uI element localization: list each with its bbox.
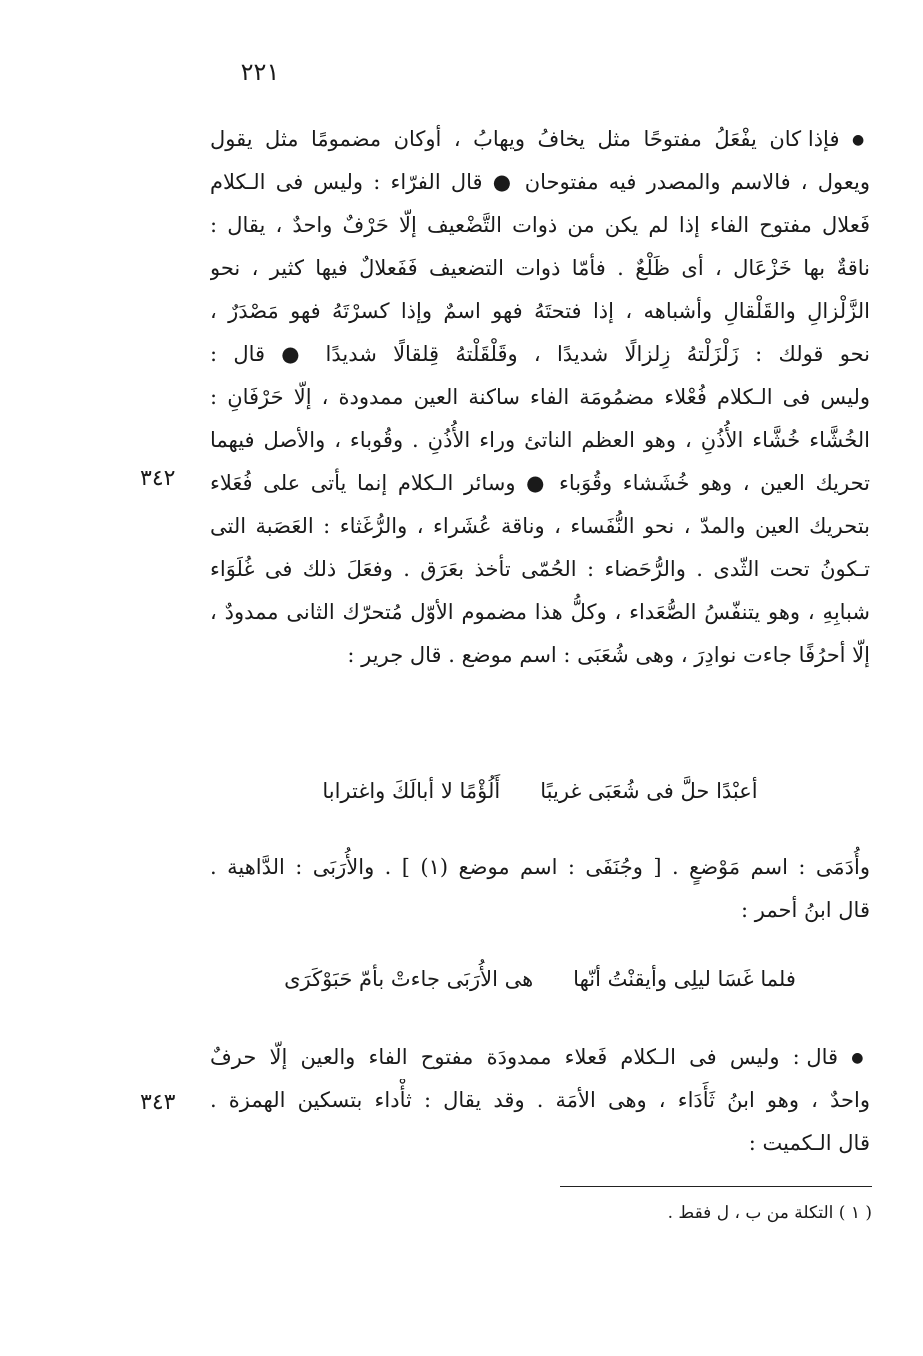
paragraph-3 — [210, 1036, 870, 1165]
hemistich-right: فلما غَسَا ليلِى وأيقنْتُ أنّها — [573, 967, 796, 991]
text-line: تـكونُ تحت الثّدى . والرُّحَضاء : الحُمّى تأخذ بعَرَق . وفعَلَ ذلك فى غُلَوَاء — [210, 557, 870, 581]
verse-1 — [210, 770, 870, 813]
text-line: فَعلال مفتوح الفاء إذا لم يكن من ذوات التَّضْعيف إلّا حَرْفٌ واحدٌ ، يقال : — [210, 213, 870, 237]
text-line: قال ابنُ أحمر : — [740, 898, 870, 922]
hemistich-right: أعبْدًا حلَّ فى شُعَبَى غريبًا — [540, 779, 758, 803]
text-line: بتحريك العين والمدّ ، نحو النُّفَساء ، وناقة عُشَراء ، والرُّغَثاء : العَصَبة التى — [210, 514, 870, 538]
text-line: ويعول ، فالاسم والمصدر فيه مفتوحان ● قال الفرّاء : وليس فى الـكلام — [210, 170, 870, 194]
paragraph-2 — [210, 846, 870, 932]
text-line: واحدٌ ، وهو ابنُ ثَأَدَاء ، وهى الأمَة . وقد يقال : ثأْداء بتسكين الهمزة . — [210, 1088, 870, 1112]
hemistich-left: أَلُؤْمًا لا أبالَكَ واغترابا — [322, 779, 501, 803]
text-line: قال الـكميت : — [748, 1131, 870, 1155]
margin-number: ٣٤٣ — [140, 1090, 176, 1115]
text-line: ● قال : وليس فى الـكلام فَعلاء ممدودَة مفتوح الفاء والعين إلّا حرفٌ — [210, 1045, 870, 1069]
text-line: الزَّلْزالِ والقَلْقالِ وأشباهه ، إذا فتحتَهُ فهو اسمٌ وإذا كسرْتَهُ فهو مَصْدَرٌ ، — [210, 299, 870, 323]
paragraph-1 — [210, 118, 870, 677]
footnote: ( ١ ) التكلة من ب ، ل فقط . — [667, 1203, 872, 1223]
verse-2 — [210, 958, 870, 1001]
page-number: ٢٢١ — [240, 58, 280, 86]
hemistich-left: هى الأُرَبَى جاءتْ بأمّ حَبَوْكَرَى — [284, 967, 534, 991]
bullet-icon: ● — [851, 1050, 870, 1066]
margin-number: ٣٤٢ — [140, 466, 176, 491]
text-line: إلّا أحرُفًا جاءت نوادِرَ ، وهى شُعَبَى : اسم موضع . قال جرير : — [347, 643, 870, 667]
text-line: الخُشَّاء خُشَّاء الأُذُنِ ، وهو العظم الناتئ وراء الأُذُنِ . وقُوباء ، والأصل فيهما — [210, 428, 870, 452]
text-line: نحو قولك : زَلْزَلْتهُ زِلزالًا شديدًا ، وقَلْقَلْتهُ قِلقالًا شديدًا ● قال : — [210, 342, 870, 366]
text-line: شبابِهِ ، وهو يتنفّسُ الصُّعَداء ، وكلُّ هذا مضموم الأوّل مُتحرّك الثانى ممدودٌ ، — [210, 600, 870, 624]
footnote-divider — [560, 1186, 872, 1187]
text-line: وأُدَمَى : اسم مَوْضعٍ . [ وجُنَفَى : اسم موضع (١) ] . والأُرَبَى : الدَّاهية . — [210, 855, 870, 879]
text-line: ● فإذا كان يفْعَلُ مفتوحًا مثل يخافُ ويهابُ ، أوكان مضمومًا مثل يقول — [210, 127, 870, 151]
bullet-icon: ● — [851, 132, 870, 148]
text-line: تحريك العين ، وهو خُشَشاء وقُوَباء ● وسائر الـكلام إنما يأتى على فُعَلاء — [210, 471, 870, 495]
text-line: وليس فى الـكلام فُعْلاء مضمُومَة الفاء ساكنة العين ممدودة ، إلّا حَرْفَانِ : — [210, 385, 870, 409]
text-line: ناقةٌ بها خَزْعَال ، أى ظَلْعٌ . فأمّا ذوات التضعيف فَفَعلالٌ فيها كثير ، نحو — [210, 256, 870, 280]
